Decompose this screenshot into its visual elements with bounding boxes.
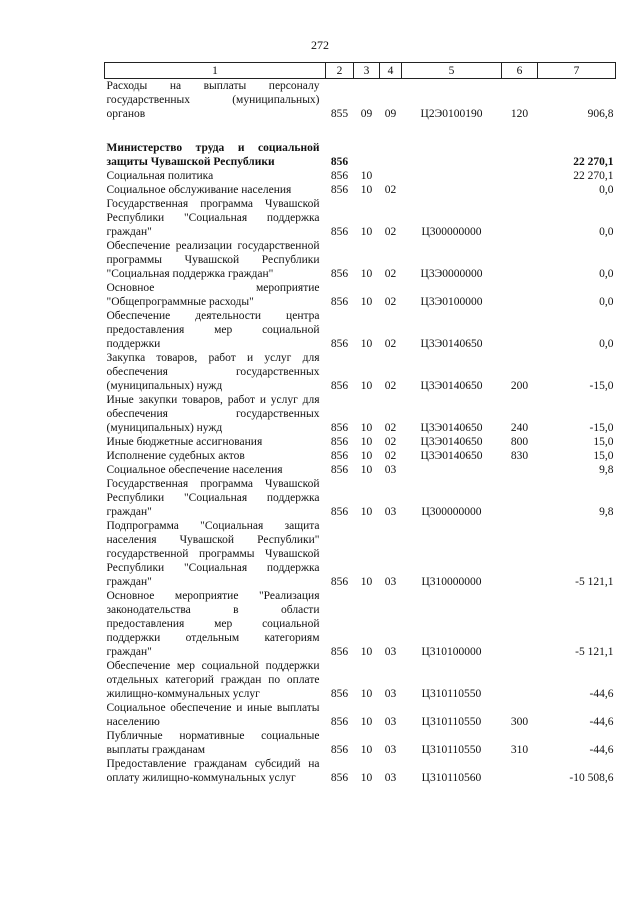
row-pr: 02: [384, 184, 397, 196]
row-sum: 906,8: [587, 108, 614, 120]
row-csr: Ц3Э0140650: [420, 380, 483, 392]
table-row: [105, 197, 616, 239]
header-col-4: 4: [380, 63, 402, 79]
header-col-7: 7: [538, 63, 616, 79]
table-row: [105, 757, 616, 785]
row-name: Исполнение судебных актов: [106, 450, 245, 462]
header-col-3: 3: [354, 63, 380, 79]
row-vr: [502, 757, 538, 785]
row-rz: 10: [360, 646, 373, 658]
row-rz: 10: [360, 436, 373, 448]
row-csr: Ц310100000: [421, 646, 482, 658]
row-rz: 10: [360, 450, 373, 462]
row-csr: Ц300000000: [421, 226, 482, 238]
row-name: Предоставление гражданам субсидий на оплату жилищно-коммунальных услуг: [106, 758, 320, 784]
row-rz: 10: [360, 464, 373, 476]
row-sum: 0,0: [599, 338, 614, 350]
row-name: Обеспечение мер социальной поддержки отдельных категорий граждан по оплате жилищно-коммунальных услуг: [106, 660, 320, 700]
row-ved: 855: [330, 108, 349, 120]
row-ved: 856: [330, 338, 349, 350]
row-csr: Ц310110550: [421, 744, 482, 756]
row-csr: [402, 463, 502, 477]
budget-table: [104, 62, 616, 785]
row-name: Социальное обеспечение населения: [106, 464, 283, 476]
row-sum: 0,0: [599, 296, 614, 308]
row-vr: [502, 589, 538, 659]
row-pr: 02: [384, 436, 397, 448]
row-vr: 200: [510, 380, 529, 392]
table-row: [105, 477, 616, 519]
row-rz: 10: [360, 170, 373, 182]
table-row: [105, 309, 616, 351]
row-rz: 10: [360, 506, 373, 518]
row-rz: 10: [360, 744, 373, 756]
row-sum: 0,0: [599, 268, 614, 280]
row-name: Закупка товаров, работ и услуг для обеспечения государственных (муниципальных) нужд: [106, 352, 320, 392]
row-csr: Ц3Э0140650: [420, 338, 483, 350]
table-row: [105, 589, 616, 659]
row-ved: 856: [330, 688, 349, 700]
header-col-5: 5: [402, 63, 502, 79]
row-rz: 10: [360, 772, 373, 784]
row-name: Государственная программа Чувашской Республики "Социальная поддержка граждан": [106, 478, 320, 518]
row-name: Социальное обслуживание населения: [106, 184, 292, 196]
row-pr: [380, 169, 402, 183]
table-row: [105, 449, 616, 463]
table-row: [105, 519, 616, 589]
row-csr: Ц3Э0140650: [420, 422, 483, 434]
row-ved: 856: [330, 226, 349, 238]
table-row: [105, 435, 616, 449]
row-pr: 02: [384, 226, 397, 238]
row-csr: Ц310110550: [421, 716, 482, 728]
row-vr: 240: [510, 422, 529, 434]
row-name: Основное мероприятие "Общепрограммные расходы": [106, 282, 320, 308]
row-name: Публичные нормативные социальные выплаты гражданам: [106, 730, 320, 756]
row-pr: [380, 141, 402, 169]
row-pr: 03: [384, 506, 397, 518]
row-csr: [402, 169, 502, 183]
row-pr: 03: [384, 744, 397, 756]
row-sum: -5 121,1: [575, 646, 614, 658]
row-rz: 10: [360, 296, 373, 308]
row-sum: -44,6: [589, 716, 614, 728]
row-name: Министерство труда и социальной защиты Чувашской Республики: [106, 142, 320, 168]
table-row: [105, 141, 616, 169]
row-sum: 0,0: [599, 184, 614, 196]
row-rz: [354, 141, 380, 169]
row-sum: 15,0: [593, 450, 614, 462]
row-ved: 856: [330, 268, 349, 280]
row-pr: 02: [384, 296, 397, 308]
row-sum: 22 270,1: [573, 156, 614, 168]
row-name: Подпрограмма "Социальная защита населения Чувашской Республики" государственной программы Чувашской Республики "Социальная поддержка граждан": [106, 520, 320, 588]
row-pr: 03: [384, 688, 397, 700]
header-row: [105, 63, 616, 79]
row-sum: -10 508,6: [569, 772, 614, 784]
row-vr: [502, 239, 538, 281]
row-ved: 856: [330, 436, 349, 448]
row-pr: 02: [384, 450, 397, 462]
row-pr: 03: [384, 646, 397, 658]
row-rz: 10: [360, 226, 373, 238]
row-name: Обеспечение реализации государственной программы Чувашской Республики "Социальная поддержка граждан": [106, 240, 320, 280]
table-row: [105, 79, 616, 122]
row-rz: 10: [360, 716, 373, 728]
row-vr: [502, 281, 538, 309]
row-sum: 0,0: [599, 226, 614, 238]
row-ved: 856: [330, 506, 349, 518]
row-vr: 800: [510, 436, 529, 448]
table-row: [105, 183, 616, 197]
header-col-2: 2: [326, 63, 354, 79]
row-csr: [402, 183, 502, 197]
row-ved: 856: [330, 646, 349, 658]
row-sum: -5 121,1: [575, 576, 614, 588]
table-row: [105, 701, 616, 729]
row-csr: Ц2Э0100190: [420, 108, 483, 120]
row-ved: 856: [330, 464, 349, 476]
row-vr: [502, 659, 538, 701]
row-pr: 03: [384, 464, 397, 476]
spacer-row: [105, 121, 616, 141]
row-vr: 830: [510, 450, 529, 462]
table-row: [105, 169, 616, 183]
row-name: Основное мероприятие "Реализация законодательства в области предоставления мер социальной поддержки отдельным категориям граждан": [106, 590, 320, 658]
row-ved: 856: [330, 576, 349, 588]
row-pr: 03: [384, 716, 397, 728]
row-sum: 9,8: [599, 506, 614, 518]
row-ved: 856: [330, 184, 349, 196]
row-rz: 10: [360, 184, 373, 196]
row-ved: 856: [330, 380, 349, 392]
row-sum: 15,0: [593, 436, 614, 448]
row-ved: 856: [330, 422, 349, 434]
row-csr: Ц300000000: [421, 506, 482, 518]
page-number: 272: [311, 38, 329, 52]
row-csr: Ц3Э0140650: [420, 450, 483, 462]
row-csr: Ц310110550: [421, 688, 482, 700]
row-csr: [402, 141, 502, 169]
table-row: [105, 351, 616, 393]
row-sum: -15,0: [589, 422, 614, 434]
row-pr: 09: [384, 108, 397, 120]
row-pr: 02: [384, 422, 397, 434]
row-sum: -15,0: [589, 380, 614, 392]
row-vr: [502, 463, 538, 477]
row-name: Государственная программа Чувашской Республики "Социальная поддержка граждан": [106, 198, 320, 238]
row-rz: 10: [360, 268, 373, 280]
table-row: [105, 239, 616, 281]
row-csr: Ц310110560: [421, 772, 482, 784]
row-rz: 09: [360, 108, 373, 120]
row-vr: 300: [510, 716, 529, 728]
row-ved: 856: [330, 170, 349, 182]
row-ved: 856: [330, 772, 349, 784]
row-sum: 9,8: [599, 464, 614, 476]
header-col-1: 1: [105, 63, 326, 79]
row-rz: 10: [360, 688, 373, 700]
row-ved: 856: [330, 450, 349, 462]
row-csr: Ц310000000: [421, 576, 482, 588]
header-col-6: 6: [502, 63, 538, 79]
table-row: [105, 393, 616, 435]
row-name: Иные закупки товаров, работ и услуг для обеспечения государственных (муниципальных) нужд: [106, 394, 320, 434]
row-vr: [502, 197, 538, 239]
table-row: [105, 281, 616, 309]
row-ved: 856: [330, 156, 349, 168]
row-name: Расходы на выплаты персоналу государственных (муниципальных) органов: [106, 80, 320, 120]
row-name: Обеспечение деятельности центра предоставления мер социальной поддержки: [106, 310, 320, 350]
row-rz: 10: [360, 576, 373, 588]
row-ved: 856: [330, 296, 349, 308]
row-sum: -44,6: [589, 688, 614, 700]
row-pr: 03: [384, 576, 397, 588]
row-pr: 02: [384, 338, 397, 350]
row-name: Социальная политика: [106, 170, 214, 182]
row-vr: [502, 141, 538, 169]
table-row: [105, 729, 616, 757]
row-vr: [502, 169, 538, 183]
row-vr: [502, 183, 538, 197]
row-ved: 856: [330, 716, 349, 728]
row-sum: -44,6: [589, 744, 614, 756]
row-vr: 120: [510, 108, 529, 120]
row-name: Иные бюджетные ассигнования: [106, 436, 263, 448]
row-pr: 02: [384, 268, 397, 280]
row-rz: 10: [360, 338, 373, 350]
row-name: Социальное обеспечение и иные выплаты населению: [106, 702, 320, 728]
table-row: [105, 463, 616, 477]
row-rz: 10: [360, 422, 373, 434]
row-vr: [502, 309, 538, 351]
row-vr: [502, 519, 538, 589]
row-sum: 22 270,1: [573, 170, 614, 182]
table-row: [105, 659, 616, 701]
row-csr: Ц3Э0000000: [420, 268, 483, 280]
row-pr: 02: [384, 380, 397, 392]
row-csr: Ц3Э0140650: [420, 436, 483, 448]
row-csr: Ц3Э0100000: [420, 296, 483, 308]
row-vr: [502, 477, 538, 519]
row-rz: 10: [360, 380, 373, 392]
row-ved: 856: [330, 744, 349, 756]
row-vr: 310: [510, 744, 529, 756]
row-pr: 03: [384, 772, 397, 784]
